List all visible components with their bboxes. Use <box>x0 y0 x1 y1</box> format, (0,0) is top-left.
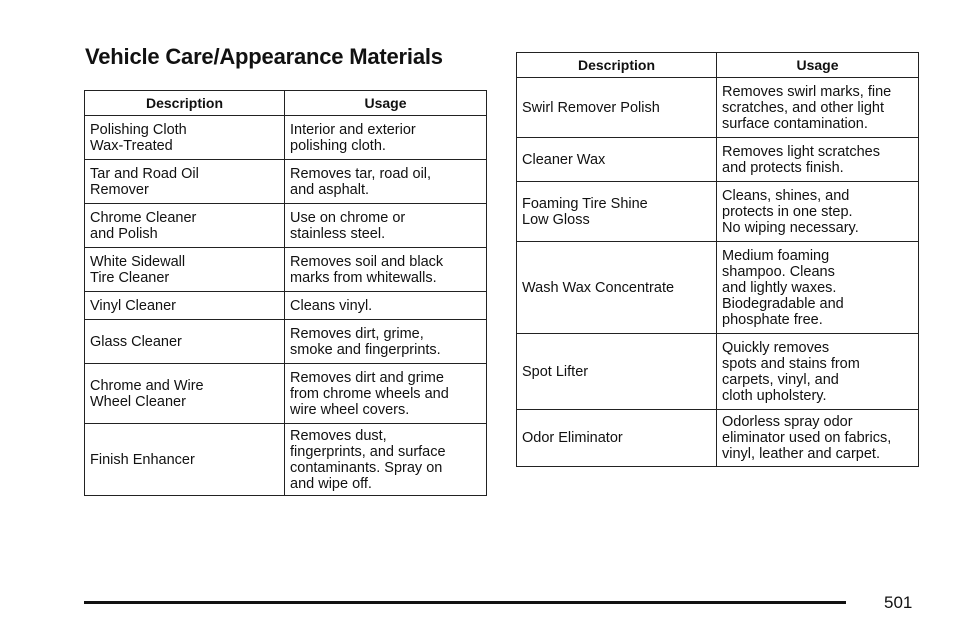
description-cell: Spot Lifter <box>517 334 717 410</box>
description-cell: White Sidewall Tire Cleaner <box>85 248 285 292</box>
table-row <box>85 320 487 364</box>
usage-cell: Use on chrome or stainless steel. <box>285 204 487 248</box>
usage-cell: Removes soil and black marks from whitewalls. <box>285 248 487 292</box>
usage-cell: Removes dust, fingerprints, and surface contaminants. Spray on and wipe off. <box>285 424 487 496</box>
usage-cell: Cleans vinyl. <box>285 292 487 320</box>
table-row <box>85 292 487 320</box>
materials-table-right <box>516 52 919 467</box>
page-number: 501 <box>884 593 913 612</box>
page-title: Vehicle Care/Appearance Materials <box>85 44 443 69</box>
usage-cell: Cleans, shines, and protects in one step. No wiping necessary. <box>717 182 919 242</box>
table-row <box>517 334 919 410</box>
table-row <box>85 204 487 248</box>
column-header-usage: Usage <box>717 53 919 78</box>
usage-cell: Medium foaming shampoo. Cleans and lightly waxes. Biodegradable and phosphate free. <box>717 242 919 334</box>
table-row <box>85 424 487 496</box>
table-row <box>85 248 487 292</box>
description-cell: Wash Wax Concentrate <box>517 242 717 334</box>
table-header-row <box>85 91 487 116</box>
description-cell: Foaming Tire Shine Low Gloss <box>517 182 717 242</box>
description-cell: Vinyl Cleaner <box>85 292 285 320</box>
table-row <box>517 138 919 182</box>
description-cell: Odor Eliminator <box>517 410 717 467</box>
column-header-usage: Usage <box>285 91 487 116</box>
description-cell: Chrome Cleaner and Polish <box>85 204 285 248</box>
table-row <box>517 78 919 138</box>
table-row <box>85 116 487 160</box>
usage-cell: Quickly removes spots and stains from carpets, vinyl, and cloth upholstery. <box>717 334 919 410</box>
table-header-row <box>517 53 919 78</box>
usage-cell: Removes dirt, grime, smoke and fingerprints. <box>285 320 487 364</box>
column-header-description: Description <box>517 53 717 78</box>
description-cell: Glass Cleaner <box>85 320 285 364</box>
materials-table-left <box>84 90 487 496</box>
table-row <box>517 242 919 334</box>
table-row <box>85 364 487 424</box>
description-cell: Polishing Cloth Wax-Treated <box>85 116 285 160</box>
usage-cell: Removes dirt and grime from chrome wheels and wire wheel covers. <box>285 364 487 424</box>
description-cell: Chrome and Wire Wheel Cleaner <box>85 364 285 424</box>
usage-cell: Removes tar, road oil, and asphalt. <box>285 160 487 204</box>
usage-cell: Odorless spray odor eliminator used on fabrics, vinyl, leather and carpet. <box>717 410 919 467</box>
table-row <box>517 410 919 467</box>
description-cell: Cleaner Wax <box>517 138 717 182</box>
footer-rule <box>84 601 846 604</box>
column-header-description: Description <box>85 91 285 116</box>
usage-cell: Removes light scratches and protects finish. <box>717 138 919 182</box>
table-row <box>517 182 919 242</box>
description-cell: Tar and Road Oil Remover <box>85 160 285 204</box>
usage-cell: Removes swirl marks, fine scratches, and other light surface contamination. <box>717 78 919 138</box>
table-row <box>85 160 487 204</box>
description-cell: Finish Enhancer <box>85 424 285 496</box>
description-cell: Swirl Remover Polish <box>517 78 717 138</box>
usage-cell: Interior and exterior polishing cloth. <box>285 116 487 160</box>
